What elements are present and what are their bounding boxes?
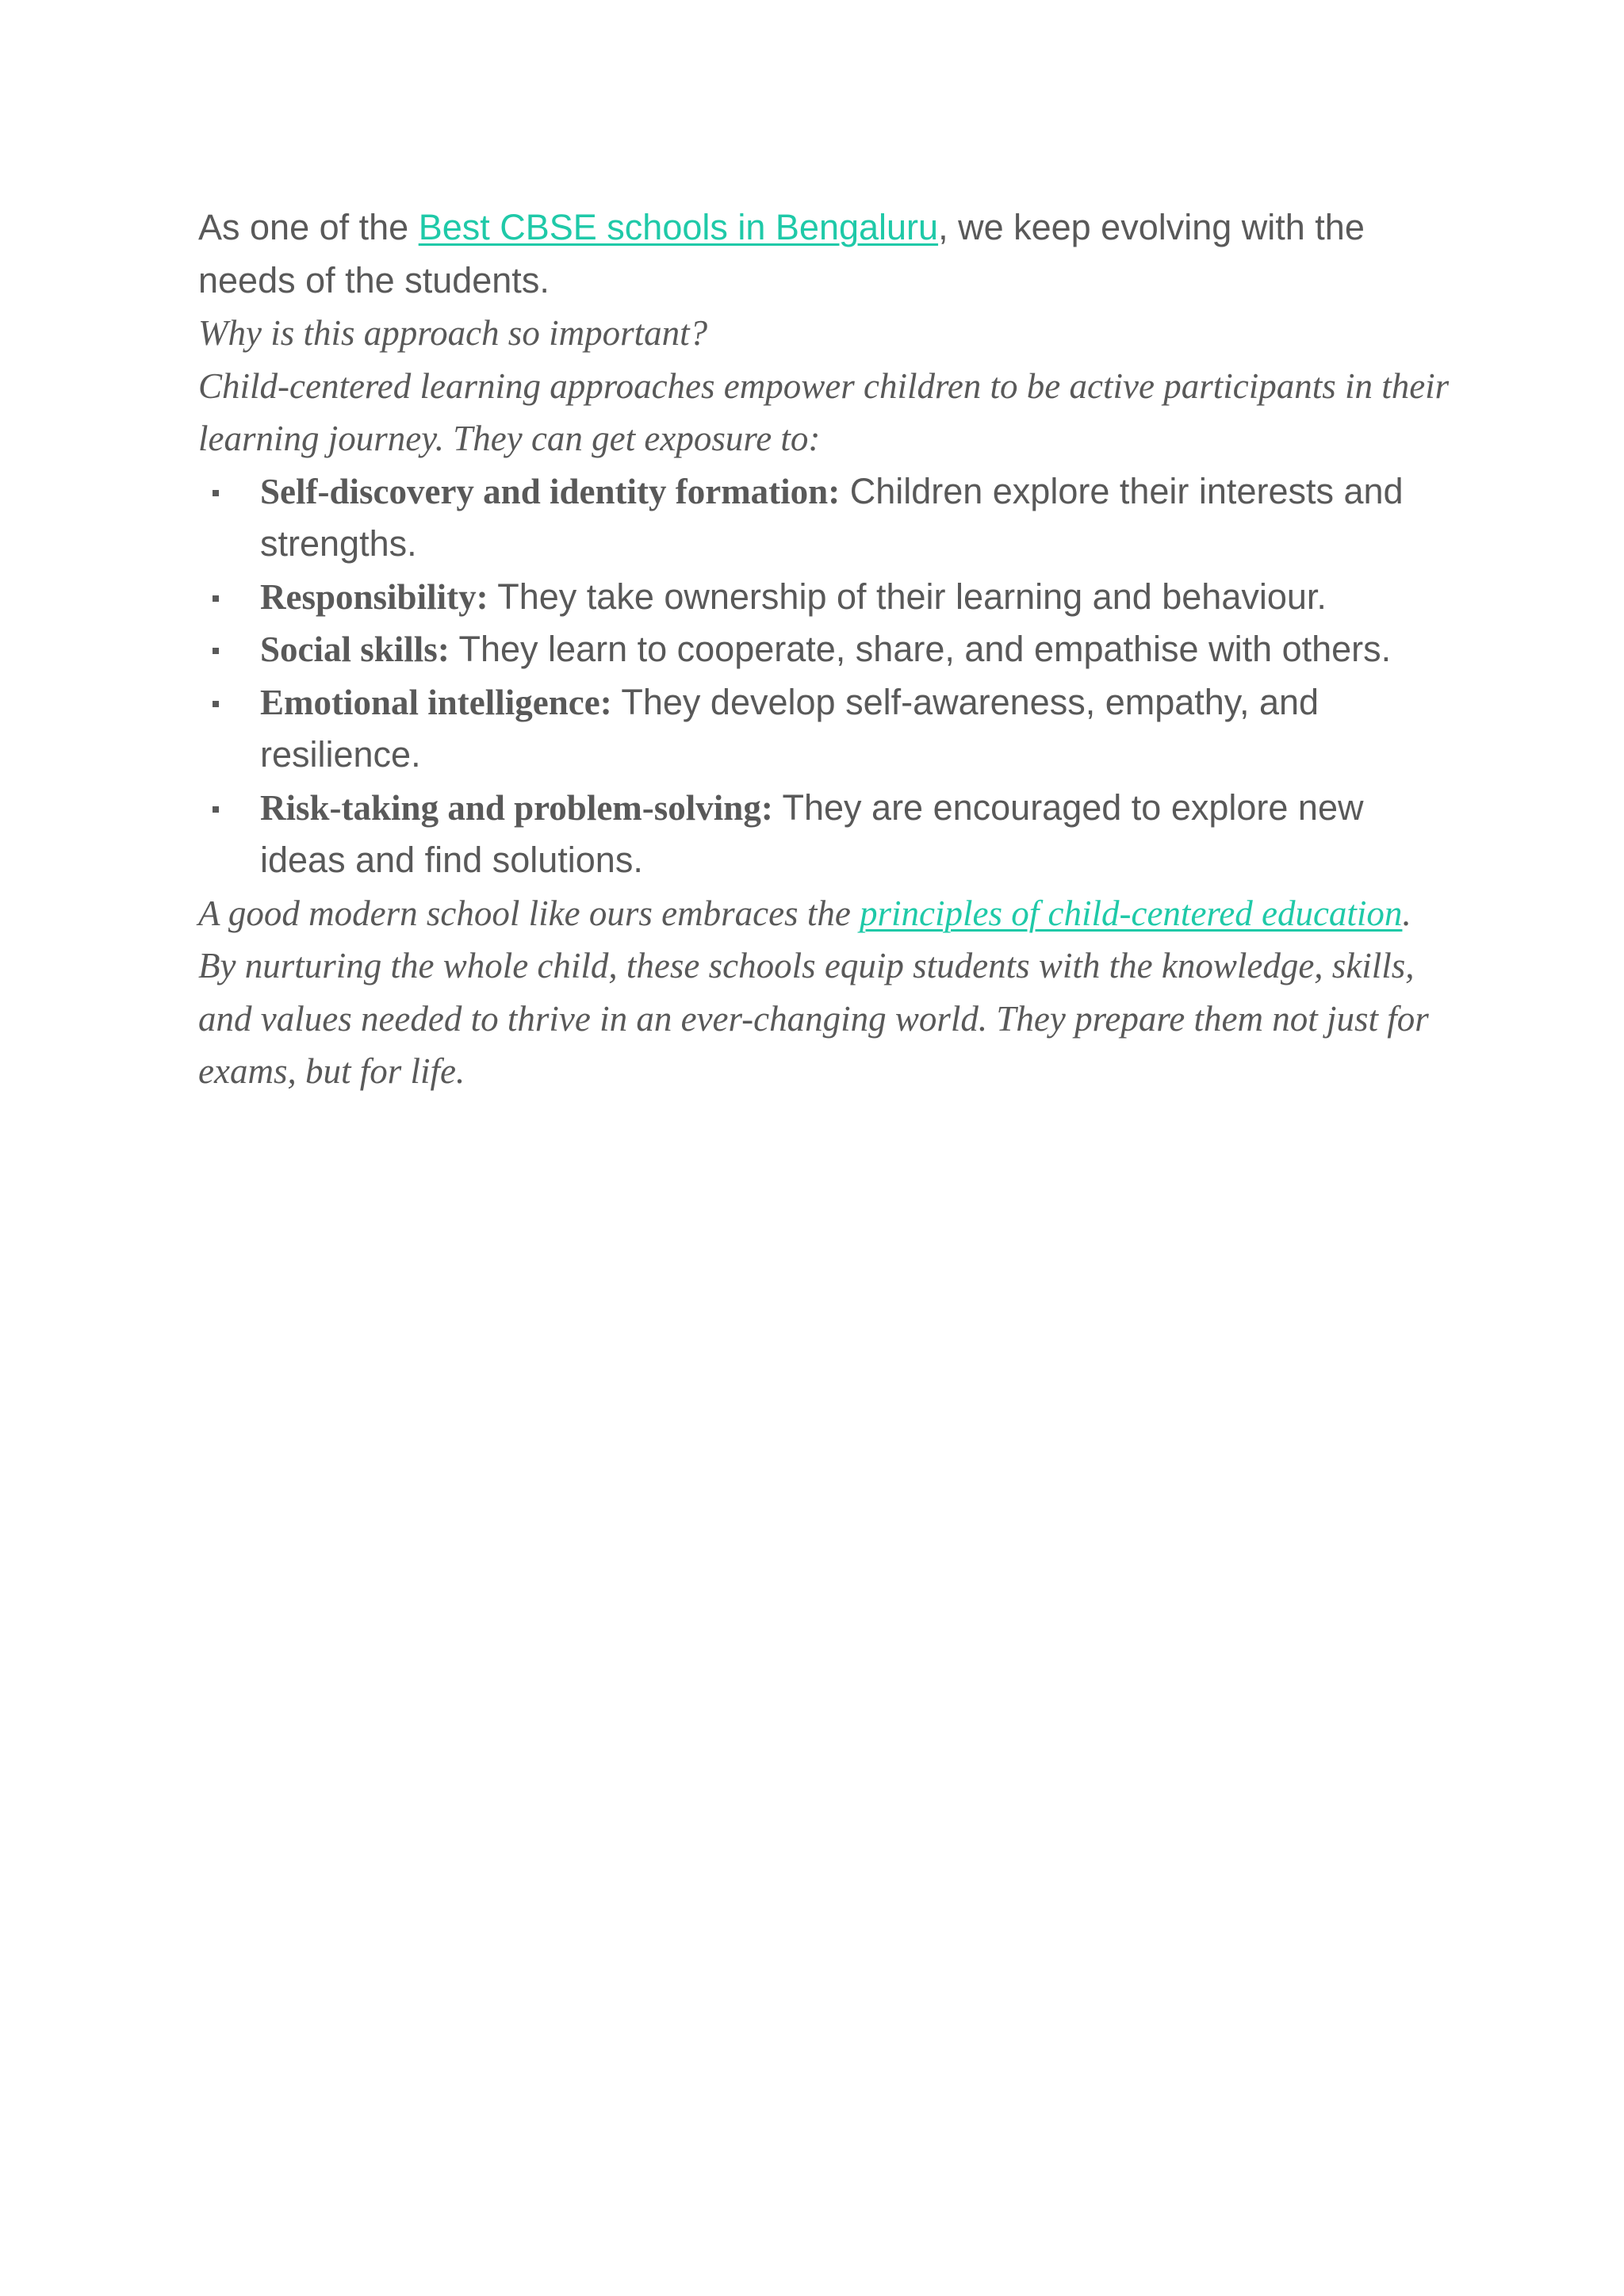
lead-paragraph: Child-centered learning approaches empower children to be active participants in their learning journey. They can get exposure to: — [198, 365, 1450, 458]
document-body — [198, 201, 1451, 1098]
intro-text-before: As one of the — [198, 207, 419, 247]
list-item — [198, 782, 1451, 887]
list-item — [198, 571, 1451, 624]
bullet-icon — [213, 701, 219, 707]
list-item-term: Self-discovery and identity formation: — [260, 471, 841, 511]
list-item-term: Responsibility: — [260, 576, 488, 617]
closing-text-after: . By nurturing the whole child, these schools equip students with the knowledge, skills, and values needed to thrive in an ever-changing world. They prepare them not just for exams, but for life. — [198, 893, 1429, 1091]
list-item-text: They are encouraged to explore new ideas and find solutions. — [260, 786, 1364, 880]
exposure-list — [198, 465, 1451, 887]
intro-text-after: , we keep evolving with the needs of the students. — [198, 207, 1365, 300]
best-cbse-schools-link[interactable]: Best CBSE schools in Bengaluru — [418, 207, 939, 247]
list-item-text: They take ownership of their learning and behaviour. — [488, 576, 1327, 617]
bullet-icon — [213, 806, 219, 813]
list-item — [198, 623, 1451, 676]
intro-paragraph — [198, 201, 1451, 307]
bullet-icon — [213, 648, 219, 654]
closing-paragraph — [198, 887, 1451, 1098]
list-item-text: They learn to cooperate, share, and empathise with others. — [449, 629, 1392, 669]
bullet-icon — [213, 490, 219, 496]
list-item — [198, 676, 1451, 782]
question-heading: Why is this approach so important? — [198, 313, 708, 353]
list-item-term: Risk-taking and problem-solving: — [260, 787, 773, 828]
list-item-term: Emotional intelligence: — [260, 682, 612, 722]
list-item-term: Social skills: — [260, 629, 450, 669]
list-item — [198, 465, 1451, 571]
list-item-text: Children explore their interests and strengths. — [260, 470, 1404, 564]
bullet-icon — [213, 595, 219, 602]
closing-text-before: A good modern school like ours embraces the — [198, 893, 860, 933]
list-item-text: They develop self-awareness, empathy, and resilience. — [260, 681, 1320, 775]
child-centered-principles-link[interactable]: principles of child-centered education — [860, 893, 1403, 933]
